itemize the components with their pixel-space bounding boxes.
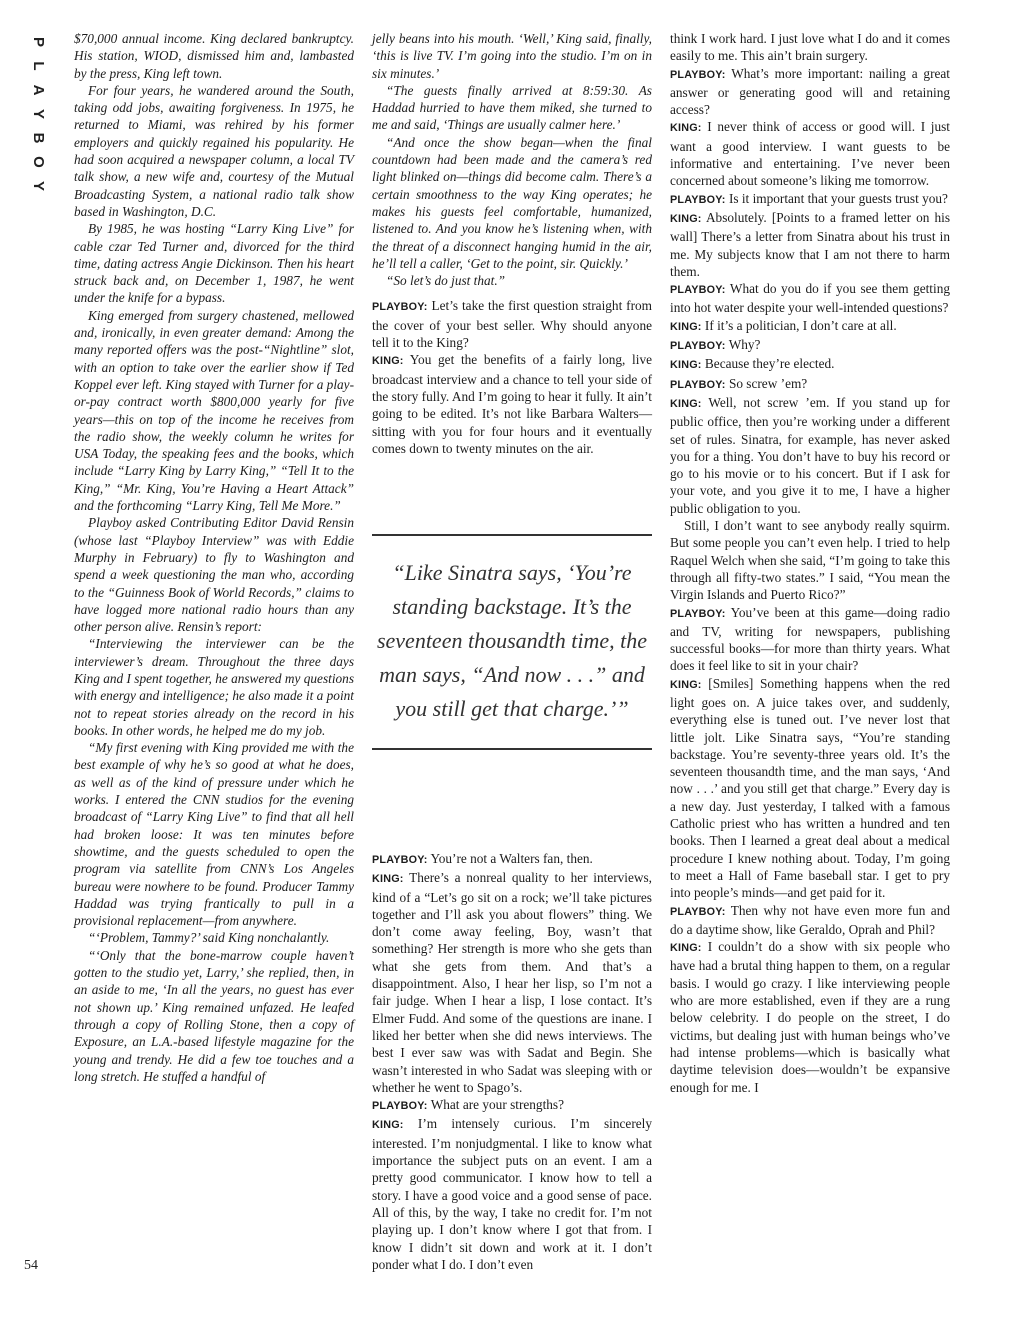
qa-paragraph — [372, 1115, 652, 1273]
qa-paragraph — [670, 675, 950, 902]
qa-paragraph — [670, 938, 950, 1096]
speaker-label: PLAYBOY: — [670, 193, 726, 206]
answer-text: What do you do if you see them getting into hot water despite your well-intended questions? — [670, 281, 950, 316]
qa-paragraph — [670, 517, 950, 603]
speaker-label: PLAYBOY: — [670, 284, 726, 297]
page-number: 54 — [24, 1258, 38, 1273]
answer-text: Let’s take the first question straight from the cover of your best seller. Why should anyone tell it to the King? — [372, 298, 652, 351]
answer-text: You’re not a Walters fan, then. — [430, 851, 593, 866]
qa-paragraph — [670, 604, 950, 675]
speaker-label: PLAYBOY: — [670, 378, 726, 391]
qa-block-1 — [372, 297, 652, 457]
qa-paragraph — [372, 869, 652, 1096]
column-3 — [670, 30, 950, 1096]
paragraph: “Interviewing the interviewer can be the interviewer’s dream. Throughout the three days King and I spent together, he answered my questions with energy and intelligence; he also made it a point not to repeat stories already on the record in his books. In other words, he helped me do my job. — [74, 636, 354, 738]
speaker-label: KING: — [670, 678, 702, 691]
answer-text: I never think of access or good will. I just want a good interview. I want guests to be informative and entertaining. I’ve never been concerned about someone’s liking me tomorrow. — [670, 119, 951, 189]
logo-letter: Y — [30, 108, 47, 119]
answer-text: What’s more important: nailing a great answer or generating good will and retaining access? — [670, 65, 950, 118]
speaker-label: KING: — [670, 397, 702, 410]
answer-text: Absolutely. [Points to a framed letter on his wall] There’s a letter from Sinatra about his trust in me. My subjects know that I am not there to harm them. — [670, 209, 950, 279]
qa-paragraph — [670, 65, 950, 119]
answer-text: [Smiles] Something happens when the red light goes on. A juice takes over, and suddenly, everything else is tuned out. I’ve never lost that little jolt. Like Sinatra says, “You’re standing backstage. You’re seventy-three years old. It’s the seventeen thousandth time, and the man says, ‘And now . . .’ and you still get that charge.” Every day is a new day. Just yesterday, I talked with a famous Catholic priest who has written a hundred and ten books. Then I learned a great deal about a medical procedure I knew nothing about. Today, I’m going to meet a Hall of Fame baseball star. I get to pry into people’s minds—and get paid for it. — [670, 675, 950, 901]
answer-text: What are your strengths? — [430, 1097, 564, 1113]
qa-paragraph — [670, 317, 950, 336]
intro-column-1 — [74, 30, 354, 1085]
speaker-label: KING: — [670, 212, 702, 225]
logo-letter: B — [30, 132, 47, 144]
qa-paragraph — [670, 336, 950, 355]
qa-paragraph — [670, 118, 950, 189]
speaker-label: KING: — [670, 942, 702, 955]
answer-text: Is it important that your guests trust you? — [728, 190, 948, 206]
answer-text: Why? — [728, 337, 761, 353]
qa-paragraph — [670, 394, 950, 517]
paragraph: Playboy asked Contributing Editor David Rensin (whose last “Playboy Interview” was with Eddie Murphy in February) to fly to Washington and spend a week questioning the man who, according to the “Guinness Book of World Records,” claims to have logged more national radio hours than any other person alive. Rensin’s report: — [74, 515, 354, 635]
intro-continuation — [372, 30, 652, 289]
qa-paragraph — [372, 297, 652, 351]
paragraph: “My first evening with King provided me with the best example of why he’s so good at what he does, as well as of the kind of pressure under which he works. I entered the CNN studios for the evening broadcast of “Larry King Live” to find that all hell had broken loose: It was ten minutes before showtime, and the guests scheduled to open the program via satellite from CNN’s Los Angeles bureau were nowhere to be found. Producer Tammy Haddad was trying frantically to pull in a provisional replacement—from anywhere. — [74, 740, 354, 929]
answer-text: You’ve been at this game—doing radio and TV, writing for newspapers, publishing successful books—for more than thirty years. What does it feel like to sit in your chair? — [670, 604, 950, 674]
qa-paragraph — [372, 351, 652, 457]
column-2-top — [372, 30, 652, 457]
qa-paragraph — [372, 850, 652, 869]
paragraph: jelly beans into his mouth. ‘Well,’ King said, finally, ‘this is live TV. I’m going into the studio. I’m on in six minutes.’ — [372, 31, 652, 81]
speaker-label: KING: — [372, 355, 404, 368]
speaker-label: PLAYBOY: — [670, 340, 726, 353]
answer-text: Well, not screw ’em. If you stand up for public office, then you’re working under a different set of rules. Sinatra, for example, has never asked you for a thing. You don’t have to buy his record or go to his movie or to his concert. But if I ask for your vote, and you give it to me, I have a higher public obligation to you. — [670, 394, 950, 516]
paragraph: $70,000 annual income. King declared bankruptcy. His station, WIOD, dismissed him and, lambasted by the press, King left town. — [74, 31, 354, 81]
logo-letter: Y — [30, 180, 47, 191]
logo-letter: O — [30, 156, 47, 168]
magazine-sidebar-logo — [28, 30, 48, 198]
pull-quote: “Like Sinatra says, ‘You’re standing backstage. It’s the seventeen thousandth time, the man says, “And now . . .” and you still get that charge.’” — [372, 534, 652, 750]
paragraph: For four years, he wandered around the South, taking odd jobs, awaiting forgiveness. In 1975, he returned to Miami, was rehired by his former employers and quickly regained his popularity. He had soon acquired a newspaper column, a local TV talk show, a new wife and, courtesy of the Mutual Broadcasting System, a national radio talk show based in Washington, D.C. — [74, 82, 354, 219]
qa-paragraph — [670, 375, 950, 394]
speaker-label: PLAYBOY: — [670, 905, 726, 918]
paragraph: “So let’s do just that.” — [386, 273, 506, 289]
logo-letter: P — [30, 36, 47, 47]
speaker-label: PLAYBOY: — [372, 301, 428, 314]
speaker-label: KING: — [670, 320, 702, 333]
speaker-label: KING: — [372, 873, 404, 886]
paragraph: “‘Only that the bone-marrow couple haven’t gotten to the studio yet, Larry,’ she replied, then, in an aside to me, ‘In all the years, no guest has ever not shown up.’ King remained unfazed. He leafed through a copy of Rolling Stone, then a copy of Exposure, an L.A.-based lifestyle magazine for the young and trendy. He did a few toe touches and a long stretch. He stuffed a handful of — [74, 947, 354, 1084]
speaker-label: KING: — [372, 1119, 404, 1132]
logo-letter: A — [30, 84, 47, 96]
column-2-bottom — [372, 850, 652, 1273]
speaker-label: KING: — [670, 359, 702, 372]
speaker-label: KING: — [670, 122, 702, 135]
paragraph: “The guests finally arrived at 8:59:30. As Haddad hurried to have them miked, she turned to me and said, ‘Things are usually calmer here.’ — [372, 82, 652, 133]
speaker-label: PLAYBOY: — [670, 68, 726, 81]
qa-paragraph — [372, 1096, 652, 1115]
answer-text: think I work hard. I just love what I do and it comes easily to me. This ain’t brain surgery. — [670, 31, 950, 64]
paragraph: King emerged from surgery chastened, mellowed and, ironically, in even greater demand: Among the many reported offers was the post-“Nightline” slot, with an option to take over the earlier show if Ted Koppel ever left. King stayed with Turner for a play-or-pay contract worth $800,000 yearly for five years—this on top of the income he receives from the radio show, the weekly column he writes for USA Today, the speaking fees and the books, which include “Larry King by Larry King,” “Tell It to the King,” “Mr. King, You’re Having a Heart Attack” and the forthcoming “Larry King, Tell Me More.” — [74, 307, 354, 514]
logo-letter: L — [30, 61, 47, 71]
qa-paragraph — [670, 355, 950, 374]
qa-paragraph — [670, 209, 950, 280]
speaker-label: PLAYBOY: — [372, 1100, 428, 1113]
answer-text: Then why not have even more fun and do a daytime show, like Geraldo, Oprah and Phil? — [670, 902, 950, 937]
answer-text: I’m intensely curious. I’m sincerely interested. I’m nonjudgmental. I like to know what importance the subject puts on an event. I am a pretty good communicator. I know how to tell a story. I have a good voice and a good sense of pace. All of this, by the way, I take no credit for. I’m not playing up. I don’t know where I got that from. I know I didn’t sit down and work at it. I don’t ponder what I do. I don’t even — [372, 1116, 652, 1272]
answer-text: If it’s a politician, I don’t care at all. — [704, 317, 897, 333]
paragraph: By 1985, he was hosting “Larry King Live” for cable czar Ted Turner and, divorced for the third time, dating actress Angie Dickinson. Then his heart struck back and, on December 1, 1987, he went under the knife for a bypass. — [74, 221, 354, 306]
speaker-label: PLAYBOY: — [670, 607, 726, 620]
answer-text: Still, I don’t want to see anybody really squirm. But some people you can’t even help. I tried to help Raquel Welch when she said, “I’m going to take this through all fifty-two states.” I said, “You mean the Virgin Islands and Puerto Rico?” — [670, 518, 950, 603]
qa-paragraph — [670, 190, 950, 209]
answer-text: You get the benefits of a fairly long, live broadcast interview and a chance to tell your side of the story fully. And I’m going to hear it fully. It ain’t going to be edited. It’s not like Barbara Walters—sitting with you for four hours and it eventually comes down to twenty minutes on the air. — [372, 352, 652, 456]
speaker-label: PLAYBOY: — [372, 854, 428, 866]
paragraph: “‘Problem, Tammy?’ said King nonchalantly. — [88, 930, 330, 946]
paragraph: “And once the show began—when the final countdown had been made and the camera’s red light blinked on—things did become calm. There’s a certain smoothness to the way King operates; he makes his guests feel comfortable, humanized, listened to. And you know he’s listening when, with the threat of a disconnect hanging humid in the air, he’ll tell a caller, ‘Get to the point, sir. Quickly.’ — [372, 134, 652, 271]
answer-text: So screw ’em? — [728, 375, 808, 391]
answer-text: Because they’re elected. — [704, 356, 835, 372]
answer-text: There’s a nonreal quality to her interviews, kind of a “Let’s go sit on a rock; we’ll take pictures together and I’ll ask you about flowers” thing. We don’t come away feeling, Boy, wasn’t that something? Her strength is more who she gets than what she gets from them. And that’s a disappointment. Also, I hear her lisp, so I’m not a fair judge. When I hear a lisp, I lose contact. It’s Elmer Fudd. And some of the questions are inane. I liked her better when she did news interviews. The best I ever saw was with Sadat and Begin. She wasn’t interested in who Sadat was sleeping with or whether he went to Spago’s. — [372, 870, 652, 1095]
qa-paragraph — [670, 902, 950, 939]
answer-text: I couldn’t do a show with six people who have had a brutal thing happen to them, on a regular basis. I would go crazy. I like interviewing people who are more established, even if they are a rung below celebrity. I do people on the street, I do victims, but dealing just with human beings who’ve had intense problems—which is basically what daytime television does—wouldn’t be expansive enough for me. I — [670, 939, 950, 1095]
qa-paragraph — [670, 30, 950, 65]
qa-paragraph — [670, 280, 950, 317]
